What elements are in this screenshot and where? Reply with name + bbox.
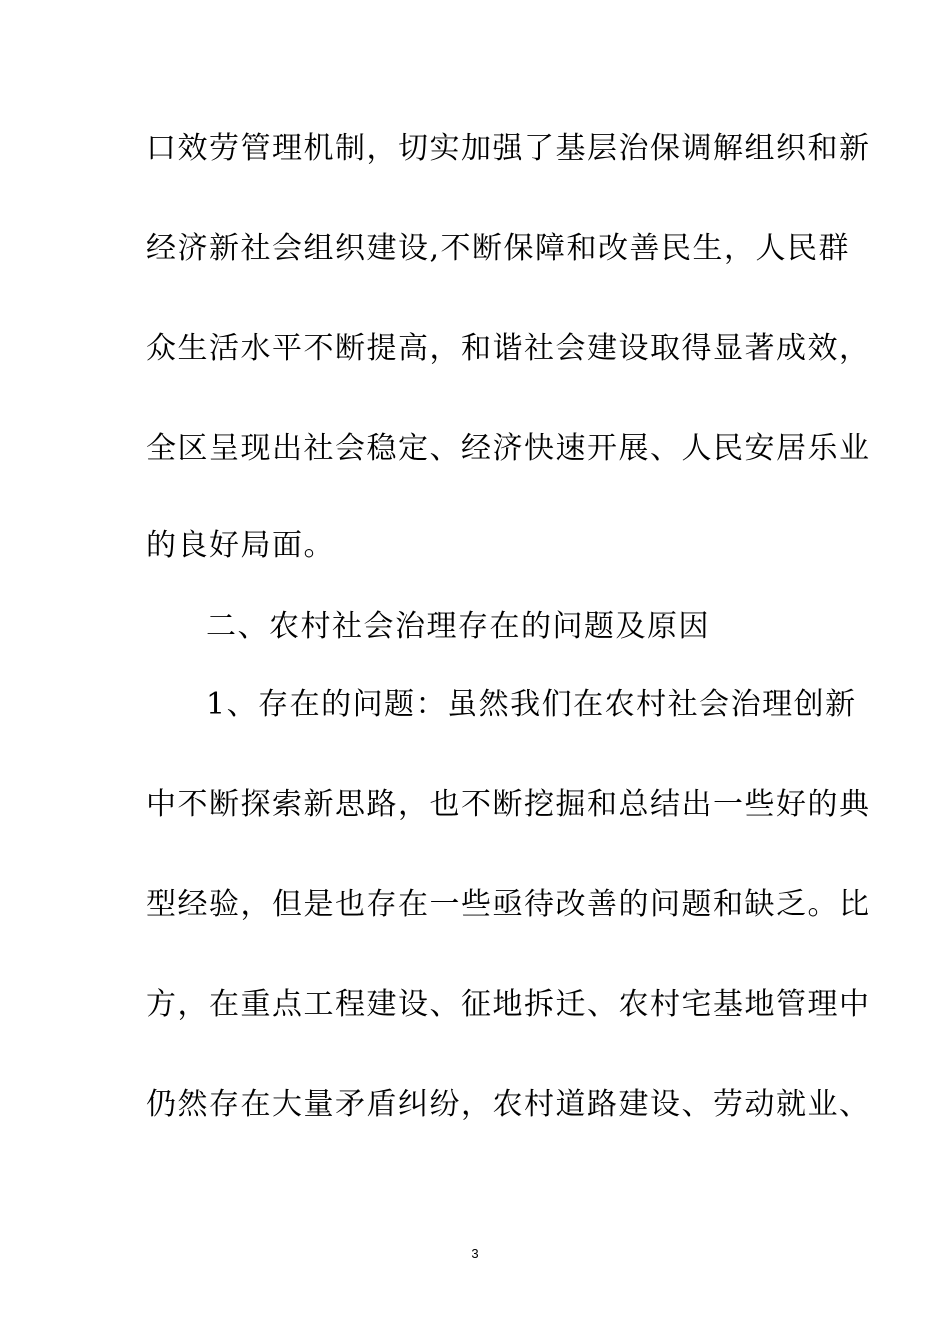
body-text-line: 全区呈现出社会稳定、经济快速开展、人民安居乐业 [146,431,871,466]
paragraph-first-line: 1、存在的问题：虽然我们在农村社会治理创新 [206,687,857,722]
page-number: 3 [471,1246,479,1261]
section-heading: 二、农村社会治理存在的问题及原因 [206,609,710,644]
body-text-line: 的良好局面。 [146,528,335,563]
body-text-line: 口效劳管理机制，切实加强了基层治保调解组织和新 [146,131,871,166]
body-text-line: 中不断探索新思路，也不断挖掘和总结出一些好的典 [146,787,871,822]
body-text-line: 仍然存在大量矛盾纠纷，农村道路建设、劳动就业、 [146,1087,871,1122]
body-text-line: 经济新社会组织建设,不断保障和改善民生，人民群 [146,231,851,266]
body-text-line: 方，在重点工程建设、征地拆迁、农村宅基地管理中 [146,987,871,1022]
body-text-line: 型经验，但是也存在一些亟待改善的问题和缺乏。比 [146,887,871,922]
body-text-line: 众生活水平不断提高，和谐社会建设取得显著成效， [146,331,871,366]
